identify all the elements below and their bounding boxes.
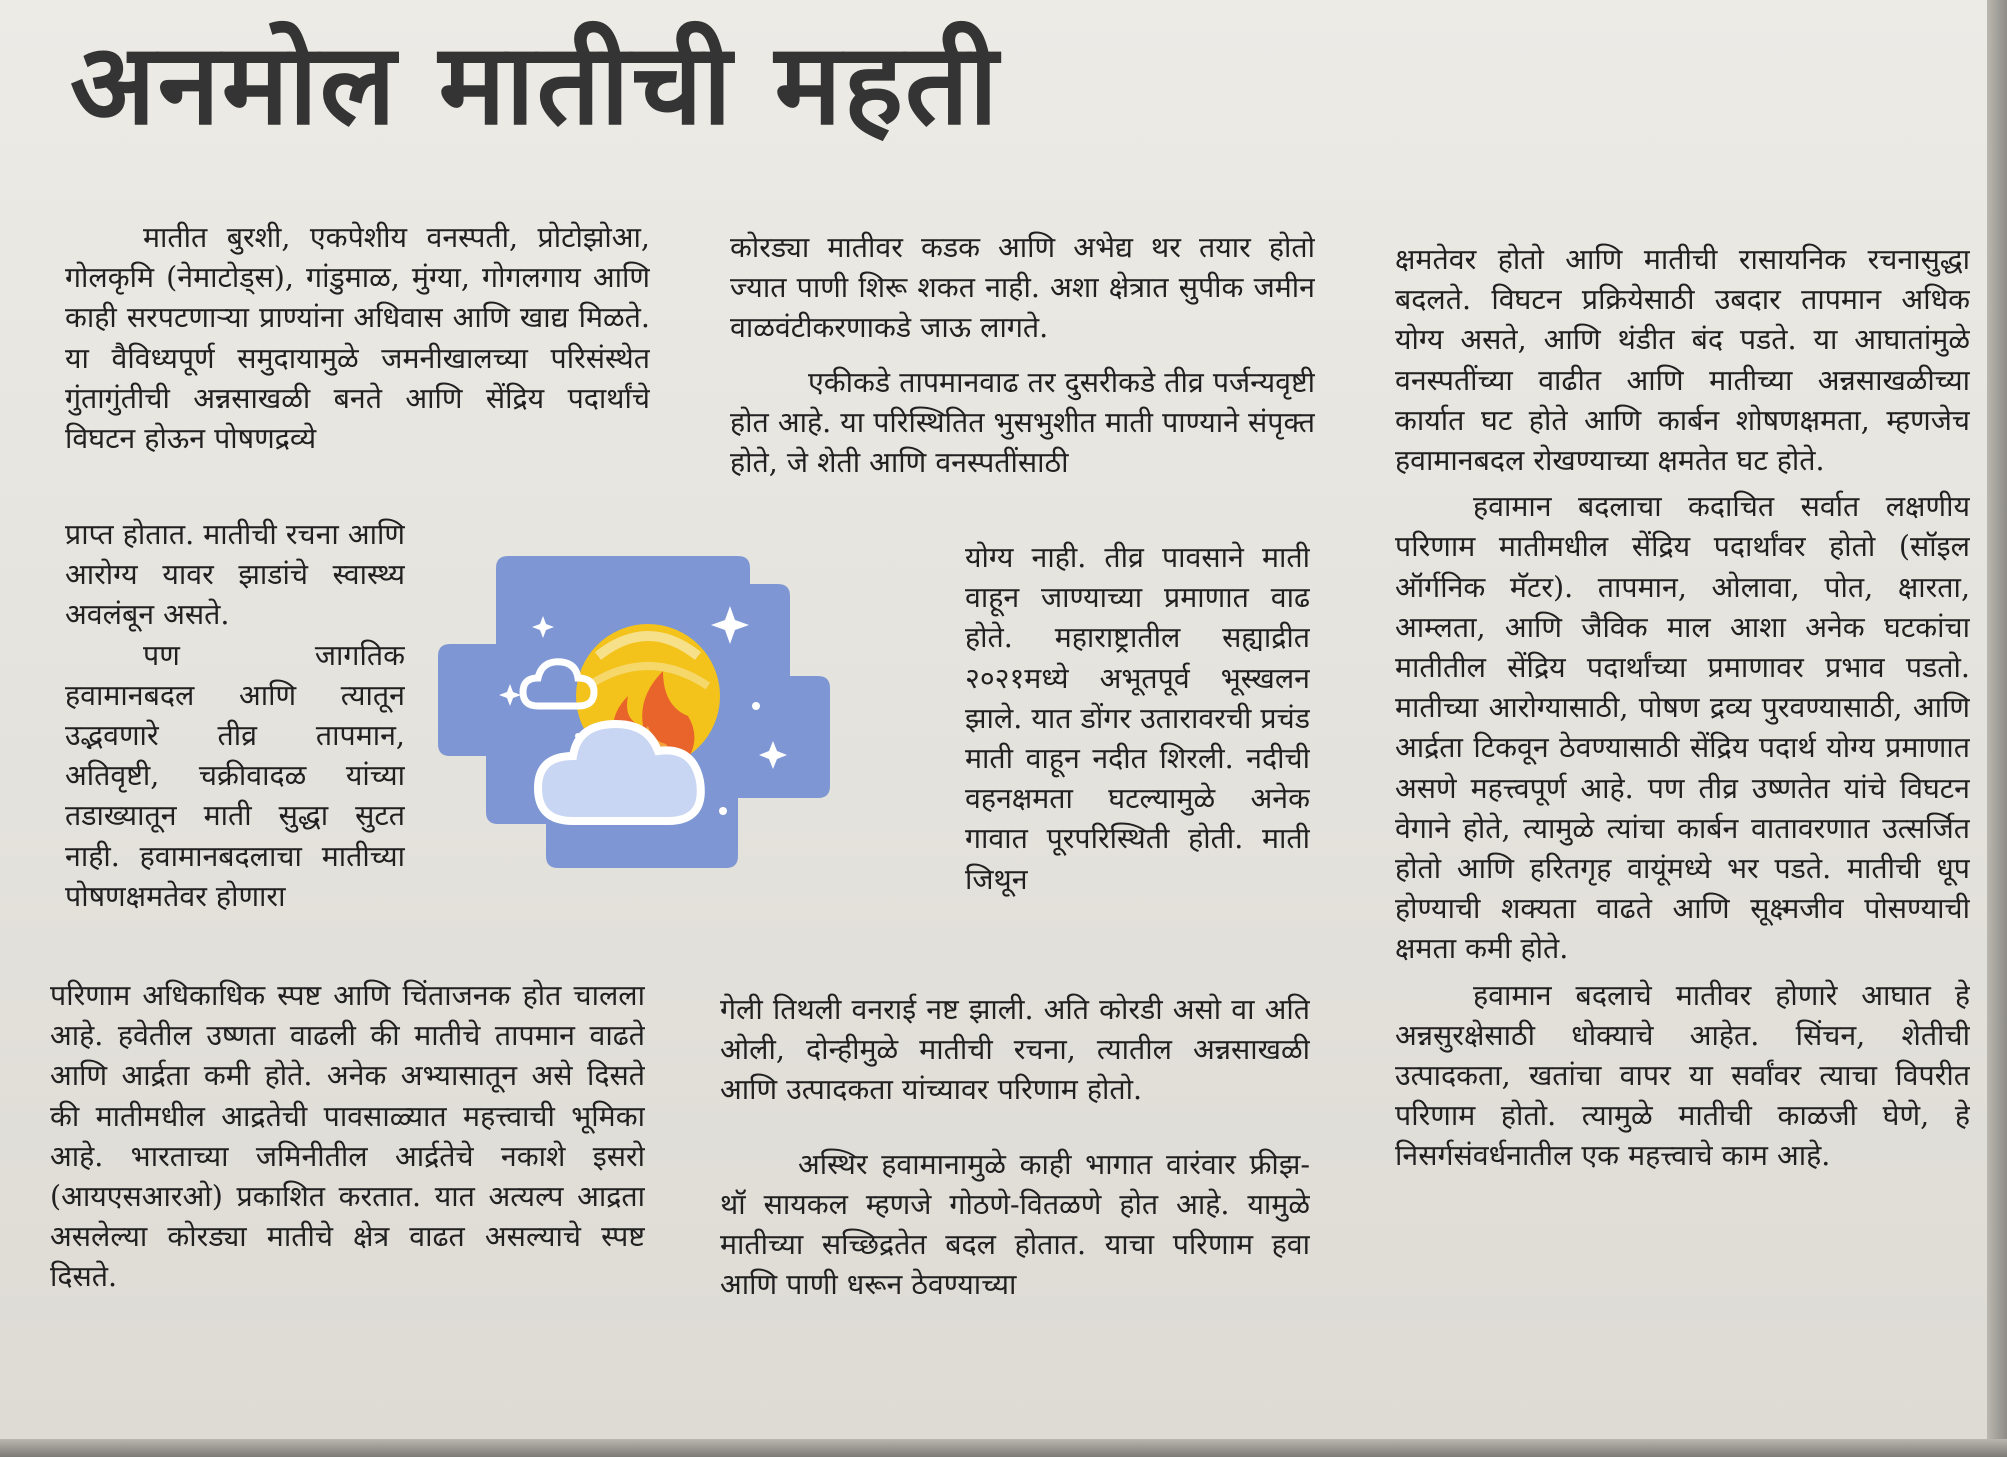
paragraph: परिणाम अधिकाधिक स्पष्ट आणि चिंताजनक होत चालला आहे. हवेतील उष्णता वाढली की मातीचे तापमान वाढते आणि आर्द्रता कमी होते. अनेक अभ्यासातून असे दिसते की मातीमधील आद्रतेची पावसाळ्यात महत्त्वाची भूमिका आहे. भारताच्या जमिनीतील आर्द्रतेचे नकाशे इसरो (आयएसआरओ) प्रकाशित करतात. यात अत्यल्प आद्रता असलेल्या कोरड्या मातीचे क्षेत्र वाढत असल्याचे स्पष्ट दिसते. bbox=[50, 979, 645, 1294]
column-2-top bbox=[730, 228, 1315, 528]
column-1-top bbox=[65, 218, 650, 506]
column-3 bbox=[1395, 240, 1970, 1405]
column-2-bottom bbox=[720, 990, 1310, 1410]
paragraph: योग्य नाही. तीव्र पावसाने माती वाहून जाण्याच्या प्रमाणात वाढ होते. महाराष्ट्रातील सह्याद्रीत २०२१मध्ये अभूतपूर्व भूस्खलन झाले. यात डोंगर उतारावरची प्रचंड माती वाहून नदीत शिरली. नदीची वहनक्षमता घटल्यामुळे अनेक गावात पूरपरिस्थिती होती. माती जिथून bbox=[965, 541, 1310, 896]
climate-illustration bbox=[438, 556, 858, 871]
column-1-wrap bbox=[65, 515, 405, 971]
paragraph: एकीकडे तापमानवाढ तर दुसरीकडे तीव्र पर्जन्यवृष्टी होत आहे. या परिस्थितित भुसभुशीत माती पाण्याने संपृक्त होते, जे शेती आणि वनस्पतींसाठी bbox=[730, 365, 1315, 480]
paragraph: गेली तिथली वनराई नष्ट झाली. अति कोरडी असो वा अति ओली, दोन्हीमुळे मातीची रचना, त्यातील अन्नसाखळी आणि उत्पादकता यांच्यावर परिणाम होतो. bbox=[720, 993, 1310, 1107]
paragraph: हवामान बदलाचे मातीवर होणारे आघात हे अन्नसुरक्षेसाठी धोक्याचे आहेत. सिंचन, शेतीची उत्पादकता, खतांचा वापर या सर्वांवर त्याचा विपरीत परिणाम होतो. त्यामुळे मातीची काळजी घेणे, हे निसर्गसंवर्धनातील एक महत्त्वाचे काम आहे. bbox=[1395, 978, 1970, 1173]
column-1-bottom bbox=[50, 976, 645, 1386]
paragraph: कोरड्या मातीवर कडक आणि अभेद्य थर तयार होतो ज्यात पाणी शिरू शकत नाही. अशा क्षेत्रात सुपीक जमीन वाळवंटीकरणाकडे जाऊ लागते. bbox=[730, 231, 1315, 345]
column-2-wrap bbox=[965, 538, 1310, 988]
paragraph: पण जागतिक हवामानबदल आणि त्यातून उद्भवणारे तीव्र तापमान, अतिवृष्टी, चक्रीवादळ यांच्या तडाख्यातून माती सुद्धा सुटत नाही. हवामानबदलाचा मातीच्या पोषणक्षमतेवर होणारा bbox=[65, 638, 405, 913]
paragraph: हवामान बदलाचा कदाचित सर्वात लक्षणीय परिणाम मातीमधील सेंद्रिय पदार्थांवर होतो (सॉइल ऑर्गनिक मॅटर). तापमान, ओलावा, पोत, क्षारता, आम्लता, आणि जैविक माल आशा अनेक घटकांचा मातीतील सेंद्रिय पदार्थांच्या प्रमाणावर प्रभाव पडतो. मातीच्या आरोग्यासाठी, पोषण द्रव्य पुरवण्यासाठी, आणि आर्द्रता टिकवून ठेवण्यासाठी सेंद्रिय पदार्थ योग्य प्रमाणात असणे महत्त्वपूर्ण आहे. पण तीव्र उष्णतेत यांचे विघटन वेगाने होते, त्यामुळे त्यांचा कार्बन वातावरणात उत्सर्जित होतो आणि हरितगृह वायूंमध्ये भर पडते. मातीची धूप होण्याची शक्यता वाढते आणि सूक्ष्मजीव पोसण्याची क्षमता कमी होते. bbox=[1395, 490, 1970, 966]
article-headline: अनमोल मातीची महती bbox=[70, 20, 1000, 150]
page-edge-shadow bbox=[1987, 0, 2007, 1457]
page-edge-shadow-bottom bbox=[0, 1439, 2007, 1457]
paragraph: क्षमतेवर होतो आणि मातीची रासायनिक रचनासुद्धा बदलते. विघटन प्रक्रियेसाठी उबदार तापमान अधिक योग्य असते, आणि थंडीत बंद पडते. या आघातांमुळे वनस्पतींच्या वाढीत आणि मातीच्या अन्नसाखळीच्या कार्यात घट होते आणि कार्बन शोषणक्षमता, म्हणजेच हवामानबदल रोखण्याच्या क्षमतेत घट होते. bbox=[1395, 243, 1970, 478]
paragraph: प्राप्त होतात. मातीची रचना आणि आरोग्य यावर झाडांचे स्वास्थ्य अवलंबून असते. bbox=[65, 518, 405, 632]
paragraph: मातीत बुरशी, एकपेशीय वनस्पती, प्रोटोझोआ, गोलकृमि (नेमाटोड्स), गांडुमाळ, मुंग्या, गोगलगाय आणि काही सरपटणाऱ्या प्राण्यांना अधिवास आणि खाद्य मिळते. या वैविध्यपूर्ण समुदायामुळे जमनीखालच्या परिसंस्थेत गुंतागुंतीची अन्नसाखळी बनते आणि सेंद्रिय पदार्थांचे विघटन होऊन पोषणद्रव्ये bbox=[65, 221, 650, 456]
paragraph: अस्थिर हवामानामुळे काही भागात वारंवार फ्रीझ-थॉ सायकल म्हणजे गोठणे-वितळणे होत आहे. यामुळे मातीच्या सच्छिद्रतेत बदल होतात. याचा परिणाम हवा आणि पाणी धरून ठेवण्याच्या bbox=[720, 1147, 1310, 1302]
climate-illustration-svg bbox=[438, 556, 858, 871]
